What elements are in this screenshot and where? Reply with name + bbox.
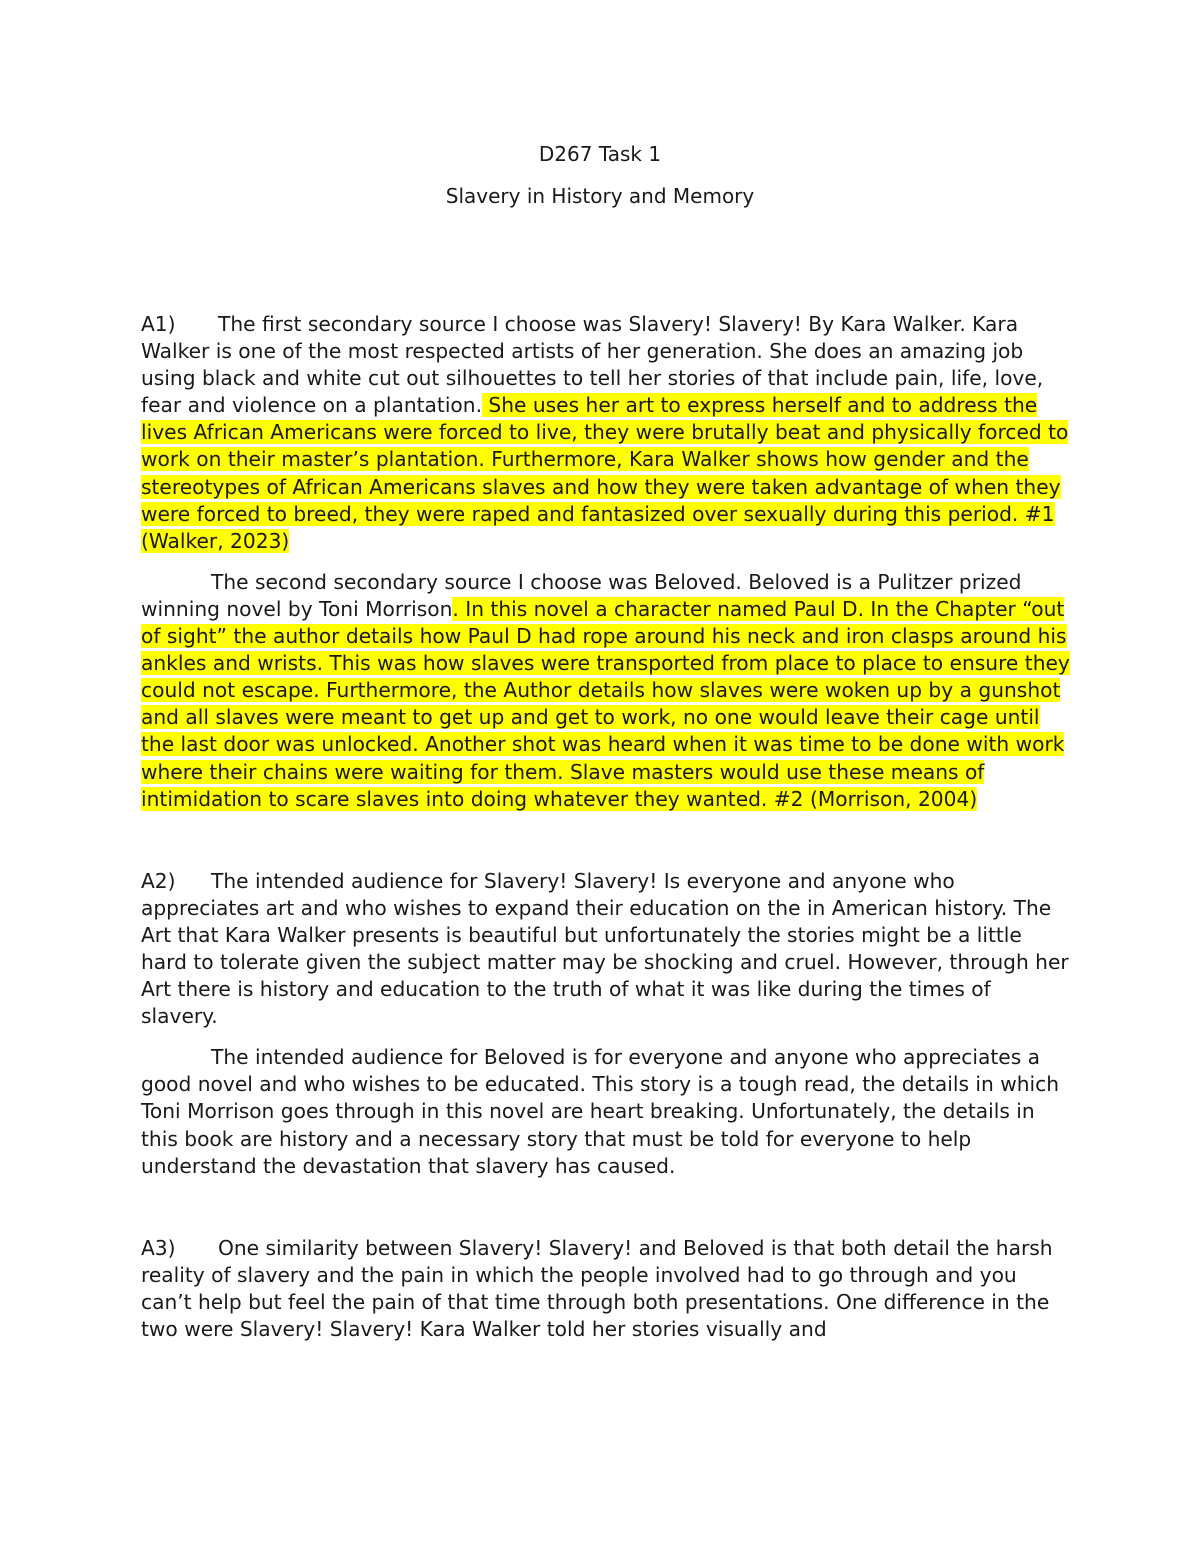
a1-p1-text: The first secondary source I choose was Slavery! Slavery! By Kara Walker. Kara Walker is one of the most respected artists of her generation. She does an amazing job using black and white cut out silhouettes to tell her stories of that include pain, life, love, fear and violence on a plantation. bbox=[141, 312, 1044, 418]
a2-label: A2) bbox=[141, 868, 176, 893]
a2-paragraph-2 bbox=[141, 1044, 1071, 1179]
document-title: D267 Task 1 bbox=[538, 142, 662, 166]
a1-paragraph-2 bbox=[141, 569, 1071, 813]
a2-p2-text: The intended audience for Beloved is for everyone and anyone who appreciates a good novel and who wishes to be educated. This story is a tough read, the details in which Toni Morrison goes through in this novel are heart breaking. Unfortunately, the details in this book are history and a necessary story that must be told for everyone to help understand the devastation that slavery has caused. bbox=[141, 1045, 1060, 1178]
a1-label: A1) bbox=[141, 312, 176, 336]
document-body bbox=[141, 311, 1071, 1343]
document-subtitle: Slavery in History and Memory bbox=[445, 184, 755, 208]
a1-paragraph-1 bbox=[141, 311, 1071, 555]
a1-p2-highlight: . In this novel a character named Paul D. In the Chapter “out of sight” the author details how Paul D had rope around his neck and iron clasps around his ankles and wrists. This was how slaves were transported from place to place to ensure they could not escape. Furthermore, the Author details how slaves were woken up by a gunshot and all slaves were meant to get up and get to work, no one would leave their cage until the last door was unlocked. Another shot was heard when it was time to be done with work where their chains were waiting for them. Slave masters would use these means of intimidation to scare slaves into doing whatever they wanted. #2 (Morrison, 2004) bbox=[141, 596, 1070, 811]
a3-p1-text: One similarity between Slavery! Slavery! and Beloved is that both detail the harsh reality of slavery and the pain in which the people involved had to go through and you can’t help but feel the pain of that time through both presentations. One difference in the two were Slavery! Slavery! Kara Walker told her stories visually and bbox=[141, 1235, 1053, 1341]
a2-p1-text: The intended audience for Slavery! Slavery! Is everyone and anyone who appreciates art and who wishes to expand their education on the in American history. The Art that Kara Walker presents is beautiful but unfortunately the stories might be a little hard to tolerate given the subject matter may be shocking and cruel. However, through her Art there is history and education to the truth of what it was like during the times of slavery. bbox=[141, 868, 1069, 1029]
a1-p2-text: The second secondary source I choose was Beloved. Beloved is a Pulitzer prized winning novel by Toni Morrison bbox=[141, 569, 1022, 621]
a3-label: A3) bbox=[141, 1235, 176, 1260]
a1-p1-highlight: She uses her art to express herself and to address the lives African Americans were forced to live, they were brutally beat and physically forced to work on their master’s plantation. Furthermore, Kara Walker shows how gender and the stereotypes of African Americans slaves and how they were taken advantage of when they were forced to breed, they were raped and fantasized over sexually during this period. #1 (Walker, 2023) bbox=[141, 393, 1069, 553]
a3-paragraph-1 bbox=[141, 1235, 1071, 1343]
a2-paragraph-1 bbox=[141, 868, 1071, 1031]
